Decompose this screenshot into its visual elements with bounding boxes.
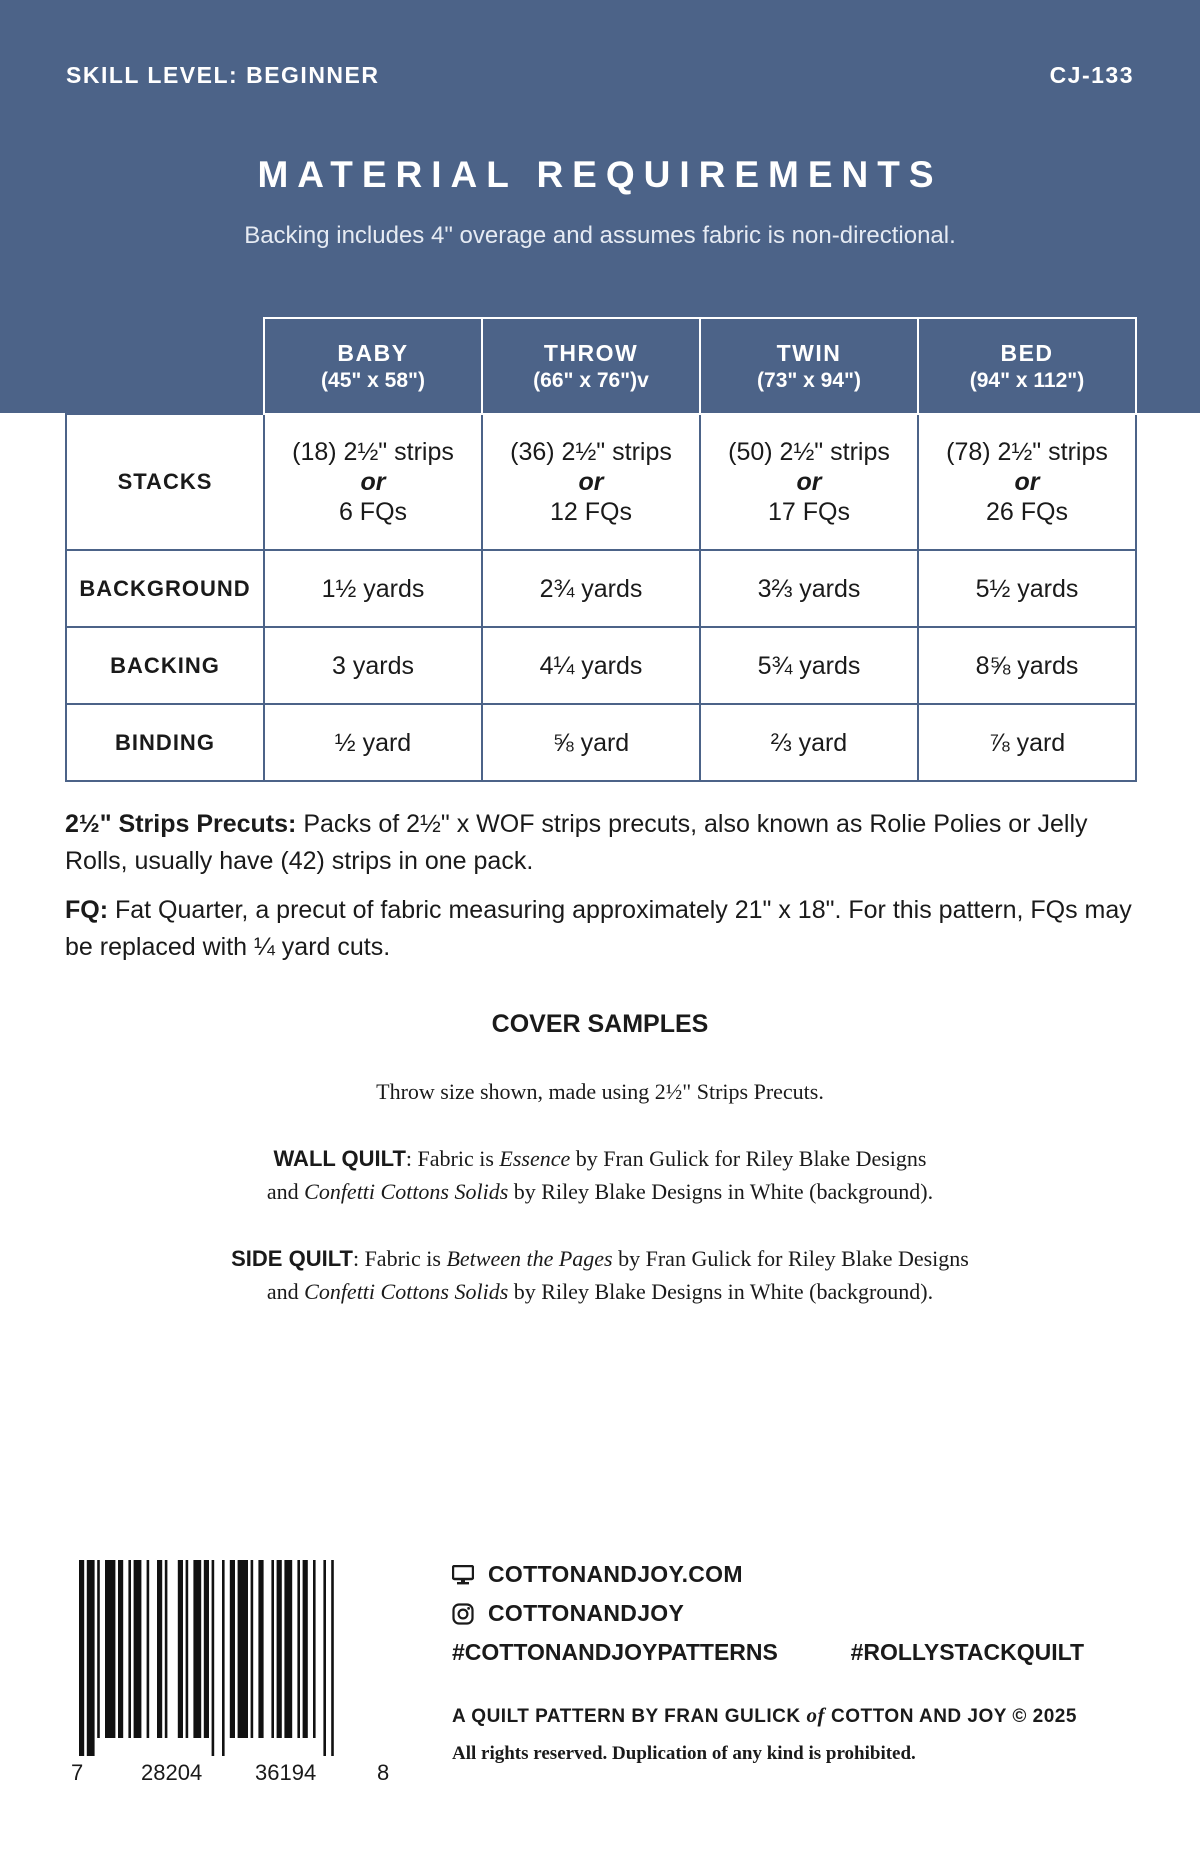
barcode-bar: [331, 1560, 334, 1756]
cover-samples-title: COVER SAMPLES: [491, 1010, 709, 1038]
barcode-bar: [303, 1560, 308, 1738]
barcode-bar: [134, 1560, 142, 1738]
table-cell: [918, 414, 1136, 550]
strips-note-term: 2½" Strips Precuts:: [65, 810, 297, 838]
material-requirements-table: [65, 317, 1137, 782]
row-label-backing: BACKING: [66, 627, 264, 704]
strips-count: (78) 2½" strips: [946, 438, 1108, 466]
barcode-bar: [258, 1560, 263, 1738]
barcode-bar: [313, 1560, 316, 1738]
column-dimensions: (94" x 112"): [969, 368, 1085, 392]
table-cell: 1½ yards: [264, 550, 482, 627]
strips-count: (50) 2½" strips: [728, 438, 890, 466]
barcode-bar: [204, 1560, 209, 1738]
table-cell: [264, 414, 482, 550]
table-corner: [66, 318, 264, 414]
page-title: MATERIAL REQUIREMENTS: [257, 154, 943, 195]
column-dimensions: (66" x 76")v: [533, 368, 649, 392]
hashtag-patterns[interactable]: #COTTONANDJOYPATTERNS: [452, 1639, 778, 1665]
cover-intro: Throw size shown, made using 2½" Strips Precuts.: [376, 1079, 824, 1104]
column-header-twin: [700, 318, 918, 414]
barcode-bar: [230, 1560, 235, 1738]
text: : Fabric is: [405, 1146, 500, 1171]
column-name: BED: [1000, 339, 1054, 366]
strips-count: (36) 2½" strips: [510, 438, 672, 466]
pattern-code: CJ-133: [1049, 62, 1134, 88]
table-cell: 5½ yards: [918, 550, 1136, 627]
barcode-bar: [238, 1560, 248, 1738]
barcode-bar: [128, 1560, 131, 1738]
wall-quilt-label: WALL QUILT: [273, 1146, 406, 1171]
table-cell: 4¼ yards: [482, 627, 700, 704]
column-name: TWIN: [776, 339, 842, 366]
or-label: or: [796, 468, 822, 496]
barcode: [65, 1560, 395, 1790]
table-row-binding: [66, 704, 1136, 781]
text: and: [266, 1279, 305, 1304]
barcode-bar: [97, 1560, 100, 1738]
barcode-digit: 7: [71, 1760, 84, 1785]
table-cell: 3⅔ yards: [700, 550, 918, 627]
table-cell: 3 yards: [264, 627, 482, 704]
barcode-bar: [147, 1560, 150, 1738]
table-row-backing: [66, 627, 1136, 704]
table-cell: [700, 414, 918, 550]
wall-fabric-name: Essence: [499, 1146, 571, 1171]
column-header-throw: [482, 318, 700, 414]
side-fabric-name: Between the Pages: [446, 1246, 613, 1271]
barcode-bar: [118, 1560, 123, 1738]
barcode-digits: 28204: [141, 1760, 203, 1785]
barcode-bar: [193, 1560, 201, 1738]
column-header-baby: [264, 318, 482, 414]
barcode-bar: [284, 1560, 292, 1738]
barcode-digit: 8: [377, 1760, 390, 1785]
pattern-credit: [452, 1703, 1077, 1728]
table-cell: 5¾ yards: [700, 627, 918, 704]
table-row-background: [66, 550, 1136, 627]
barcode-bar: [297, 1560, 300, 1738]
text: by Fran Gulick for Riley Blake Designs: [612, 1246, 969, 1271]
fq-note-text: Fat Quarter, a precut of fabric measuring approximately 21" x 18". For this pattern, FQs may be replaced with ¼ yard cuts.: [65, 896, 1132, 961]
fq-count: 17 FQs: [768, 498, 850, 526]
barcode-bar: [277, 1560, 282, 1738]
barcode-bar: [212, 1560, 215, 1756]
rights-notice: All rights reserved. Duplication of any kind is prohibited.: [452, 1743, 916, 1764]
barcode-bar: [222, 1560, 225, 1756]
side-quilt-line-2: [0, 1279, 1200, 1305]
table-cell: 8⅝ yards: [918, 627, 1136, 704]
barcode-bar: [271, 1560, 274, 1738]
column-header-bed: [918, 318, 1136, 414]
column-name: THROW: [543, 339, 639, 366]
hashtag-rollystack[interactable]: #ROLLYSTACKQUILT: [850, 1639, 1084, 1665]
table-row-stacks: [66, 414, 1136, 550]
strips-note-text: Packs of 2½" x WOF strips precuts, also known as Rolie Polies or Jelly Rolls, usually have (42) strips in one pack.: [65, 810, 1088, 875]
column-name: BABY: [337, 339, 409, 366]
table-cell: ⅞ yard: [918, 704, 1136, 781]
footer-links: [452, 1555, 1152, 1672]
side-quilt-line-1: [0, 1246, 1200, 1272]
barcode-digits: 36194: [255, 1760, 317, 1785]
or-label: or: [1014, 468, 1040, 496]
barcode-bar: [105, 1560, 115, 1738]
text: by Riley Blake Designs in White (background).: [508, 1279, 934, 1304]
row-label-background: BACKGROUND: [66, 550, 264, 627]
column-dimensions: (73" x 94"): [757, 368, 861, 392]
monitor-icon: [452, 1564, 474, 1586]
wall-quilt-line-2: [0, 1179, 1200, 1205]
table-cell: [482, 414, 700, 550]
fq-count: 26 FQs: [986, 498, 1068, 526]
fq-note-term: FQ:: [65, 896, 109, 924]
website-text: COTTONANDJOY.COM: [488, 1561, 743, 1587]
table-cell: 2¾ yards: [482, 550, 700, 627]
side-quilt-label: SIDE QUILT: [231, 1246, 353, 1271]
barcode-bar: [323, 1560, 326, 1756]
page-subtitle: Backing includes 4" overage and assumes fabric is non-directional.: [244, 222, 956, 249]
column-dimensions: (45" x 58"): [321, 368, 425, 392]
fq-note: [65, 892, 1145, 966]
barcode-bar: [178, 1560, 183, 1738]
instagram-text: COTTONANDJOY: [488, 1600, 685, 1626]
table-cell: ⅝ yard: [482, 704, 700, 781]
barcode-bar: [165, 1560, 168, 1738]
text: and: [266, 1179, 305, 1204]
strips-count: (18) 2½" strips: [292, 438, 454, 466]
fq-count: 6 FQs: [338, 498, 408, 526]
notes: [65, 806, 1145, 978]
skill-level: SKILL LEVEL: BEGINNER: [66, 62, 380, 88]
barcode-bar: [186, 1560, 189, 1738]
text: : Fabric is: [352, 1246, 447, 1271]
barcode-bars: [65, 1560, 395, 1760]
or-label: or: [360, 468, 386, 496]
text: by Fran Gulick for Riley Blake Designs: [570, 1146, 927, 1171]
barcode-bar: [79, 1560, 84, 1756]
barcode-bar: [87, 1560, 95, 1756]
credit-text: A QUILT PATTERN BY FRAN GULICK: [452, 1706, 801, 1727]
credit-of: of: [806, 1703, 826, 1727]
strips-note: [65, 806, 1145, 880]
fq-count: 12 FQs: [550, 498, 632, 526]
instagram-icon: [452, 1603, 474, 1625]
row-label-binding: BINDING: [66, 704, 264, 781]
barcode-bar: [157, 1560, 162, 1738]
wall-quilt-line-1: [0, 1146, 1200, 1172]
credit-brand: COTTON AND JOY © 2025: [831, 1706, 1077, 1727]
or-label: or: [578, 468, 604, 496]
barcode-bar: [251, 1560, 254, 1738]
text: by Riley Blake Designs in White (background).: [508, 1179, 934, 1204]
table-cell: ½ yard: [264, 704, 482, 781]
solids-name: Confetti Cottons Solids: [304, 1179, 509, 1204]
solids-name: Confetti Cottons Solids: [304, 1279, 509, 1304]
row-label-stacks: STACKS: [66, 414, 264, 550]
table-cell: ⅔ yard: [700, 704, 918, 781]
instagram-link[interactable]: [452, 1594, 1152, 1633]
hashtags: [452, 1633, 1084, 1672]
website-link[interactable]: [452, 1555, 1152, 1594]
